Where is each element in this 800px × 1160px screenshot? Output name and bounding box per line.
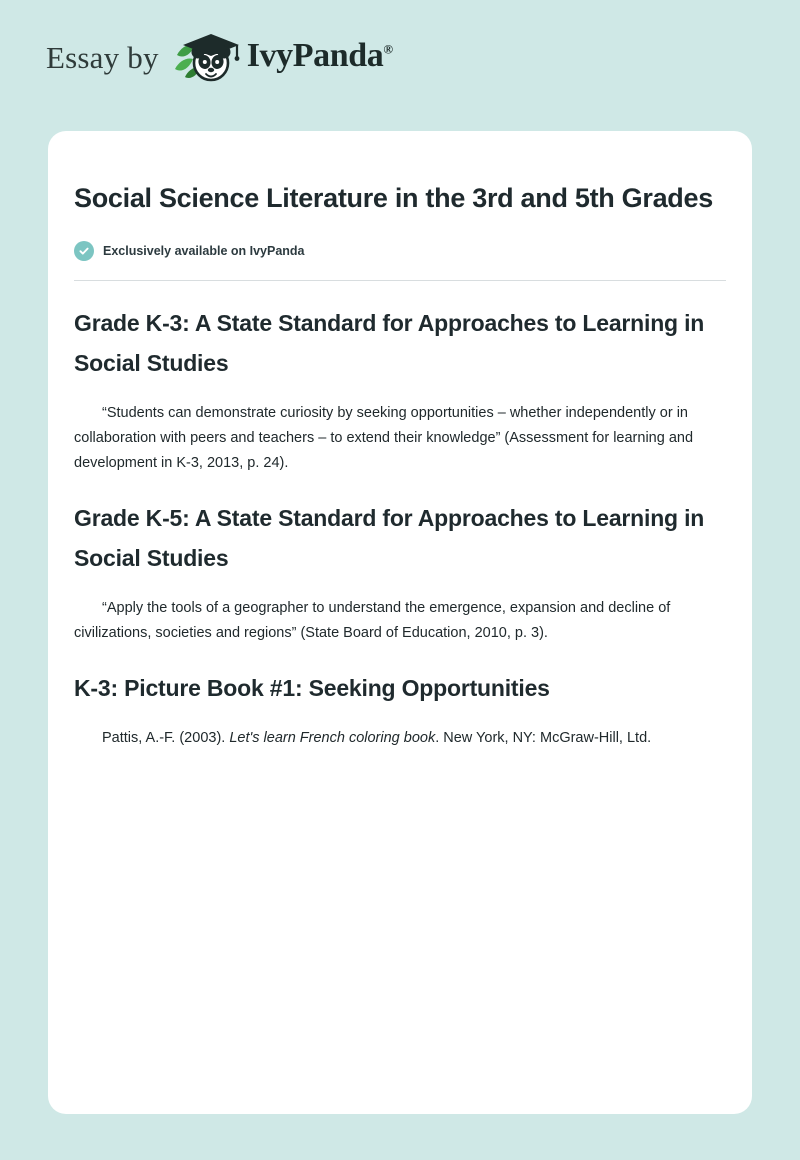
essay-by-label: Essay by [46,40,159,75]
brand-header [0,0,800,76]
section-heading-1: Grade K-3: A State Standard for Approaches to Learning in Social Studies [74,310,705,376]
section-reference-3 [74,726,726,751]
ivypanda-logo[interactable] [171,25,393,87]
section-heading-3: K-3: Picture Book #1: Seeking Opportunities [74,675,550,701]
divider [74,280,726,281]
exclusive-badge [74,241,726,261]
check-circle-icon [74,241,94,261]
section-heading-2: Grade K-5: A State Standard for Approaches to Learning in Social Studies [74,505,705,571]
document-card [48,131,752,1114]
reference-title: Let's learn French coloring book [229,730,436,746]
registered-mark: ® [383,41,393,57]
reference-publisher: . New York, NY: McGraw-Hill, Ltd. [435,730,652,746]
section-paragraph-1: “Students can demonstrate curiosity by seeking opportunities – whether independently or in collaboration with peers and teachers – to extend their knowledge” (Assessment for learning and development in K-3, 2013, p. 24). [74,405,694,471]
exclusive-label: Exclusively available on IvyPanda [103,244,305,258]
reference-author-year: Pattis, A.-F. (2003). [102,730,230,746]
panda-graduate-logo-icon [171,25,243,87]
section-paragraph-2: “Apply the tools of a geographer to understand the emergence, expansion and decline of civilizations, societies and regions” (State Board of Education, 2010, p. 3). [74,600,671,641]
brand-name: IvyPanda® [246,37,393,74]
page-title: Social Science Literature in the 3rd and 5th Grades [74,183,713,213]
